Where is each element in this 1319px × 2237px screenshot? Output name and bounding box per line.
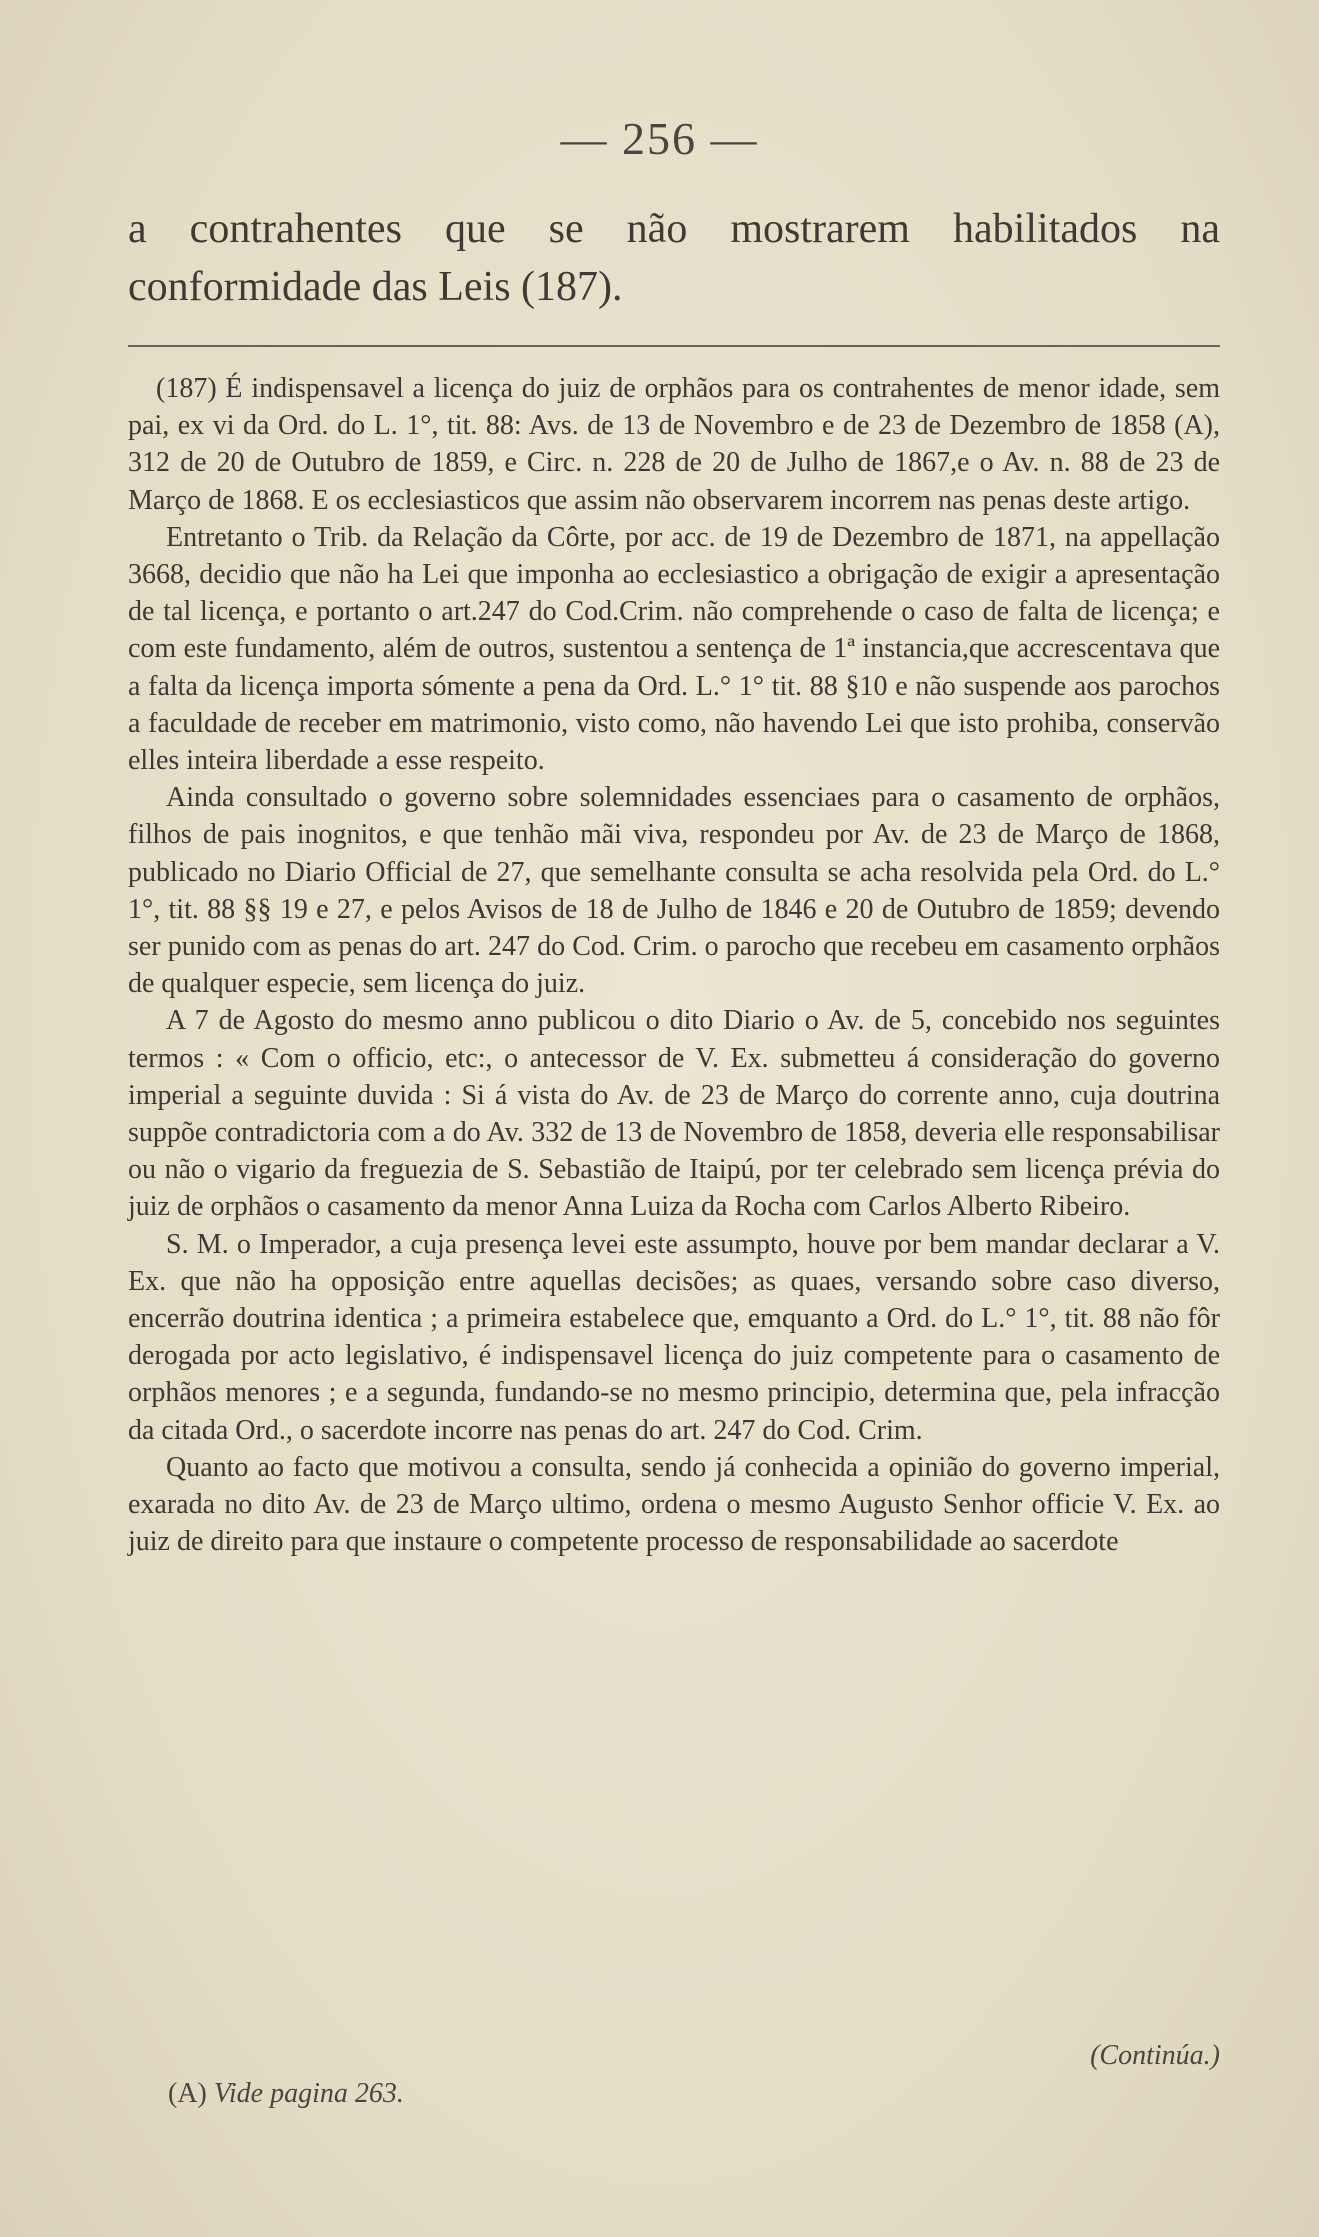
footnote-text: Vide pagina 263.: [213, 2078, 404, 2109]
note-paragraph: Entretanto o Trib. da Relação da Côrte, por acc. de 19 de Dezembro de 1871, na appellação 3668, decidio que não ha Lei que imponha ao ecclesiastico a obrigação de exigir a apresentação de tal licença, e portanto o art.247 do Cod.Crim. não comprehende o caso de falta de licença; e com este fundamento, além de outros, sustentou a sentença de 1ª instancia,que accrescentava que a falta da licença importa sómente a pena da Ord. L.° 1° tit. 88 §10 e não suspende aos parochos a faculdade de receber em matrimonio, visto como, não havendo Lei que isto prohiba, conservão elles inteira liberdade a esse respeito.: [128, 521, 1220, 777]
note-paragraph: Ainda consultado o governo sobre solemnidades essenciaes para o casamento de orphãos, filhos de pais inognitos, e que tenhão mãi viva, respondeu por Av. de 23 de Março de 1868, publicado no Diario Official de 27, que semelhante consulta se acha resolvida pela Ord. do L.° 1°, tit. 88 §§ 19 e 27, e pelos Avisos de 18 de Julho de 1846 e 20 de Outubro de 1859; devendo ser punido com as penas do art. 247 do Cod. Crim. o parocho que recebeu em casamento orphãos de qualquer especie, sem licença do juiz.: [128, 782, 1220, 1000]
note-paragraph: A 7 de Agosto do mesmo anno publicou o dito Diario o Av. de 5, concebido nos seguintes termos : « Com o officio, etc:, o antecessor de V. Ex. submetteu á consideração do governo imperial a seguinte duvida : Si á vista do Av. de 23 de Março do corrente anno, cuja doutrina suppõe contradictoria com a do Av. 332 de 13 de Novembro de 1858, deveria elle responsabilisar ou não o vigario da freguezia de S. Sebastião de Itaipú, por ter celebrado sem licença prévia do juiz de orphãos o casamento da menor Anna Luiza da Rocha com Carlos Alberto Ribeiro.: [128, 1005, 1220, 1223]
note-paragraph: S. M. o Imperador, a cuja presença levei este assumpto, houve por bem mandar declarar a V. Ex. que não ha opposição entre aquellas decisões; as quaes, versando sobre caso diverso, encerrão doutrina identica ; a primeira estabelece que, emquanto a Ord. do L.° 1°, tit. 88 não fôr derogada por acto legislativo, é indispensavel licença do juiz competente para o casamento de orphãos menores ; e a segunda, fundando-se no mesmo principio, determina que, pela infracção da citada Ord., o sacerdote incorre nas penas do art. 247 do Cod. Crim.: [128, 1228, 1220, 1446]
footnote-marker: (A): [168, 2078, 207, 2109]
note-paragraph: (187) É indispensavel a licença do juiz de orphãos para os contrahentes de menor idade, sem pai, ex vi da Ord. do L. 1°, tit. 88: Avs. de 13 de Novembro e de 23 de Dezembro de 1858 (A), 312 de 20 de Outubro de 1859, e Circ. n. 228 de 20 de Julho de 1867,e o Av. n. 88 de 23 de Março de 1868. E os ecclesiasticos que assim não observarem incorrem nas penas deste artigo.: [128, 373, 1220, 516]
footnote-187: [128, 370, 1220, 1561]
lead-paragraph: a contrahentes que se não mostrarem habilitados na conformidade das Leis (187).: [128, 206, 1220, 310]
footnote-a: [168, 2078, 868, 2110]
footnote-separator: [128, 345, 1220, 347]
page-number: — 256 —: [560, 113, 759, 164]
note-paragraph: Quanto ao facto que motivou a consulta, sendo já conhecida a opinião do governo imperial, exarada no dito Av. de 23 de Março ultimo, ordena o mesmo Augusto Senhor officie V. Ex. ao juiz de direito para que instaure o competente processo de responsabilidade ao sacerdote: [128, 1451, 1220, 1558]
continua-mark: (Continúa.): [1090, 2040, 1220, 2071]
